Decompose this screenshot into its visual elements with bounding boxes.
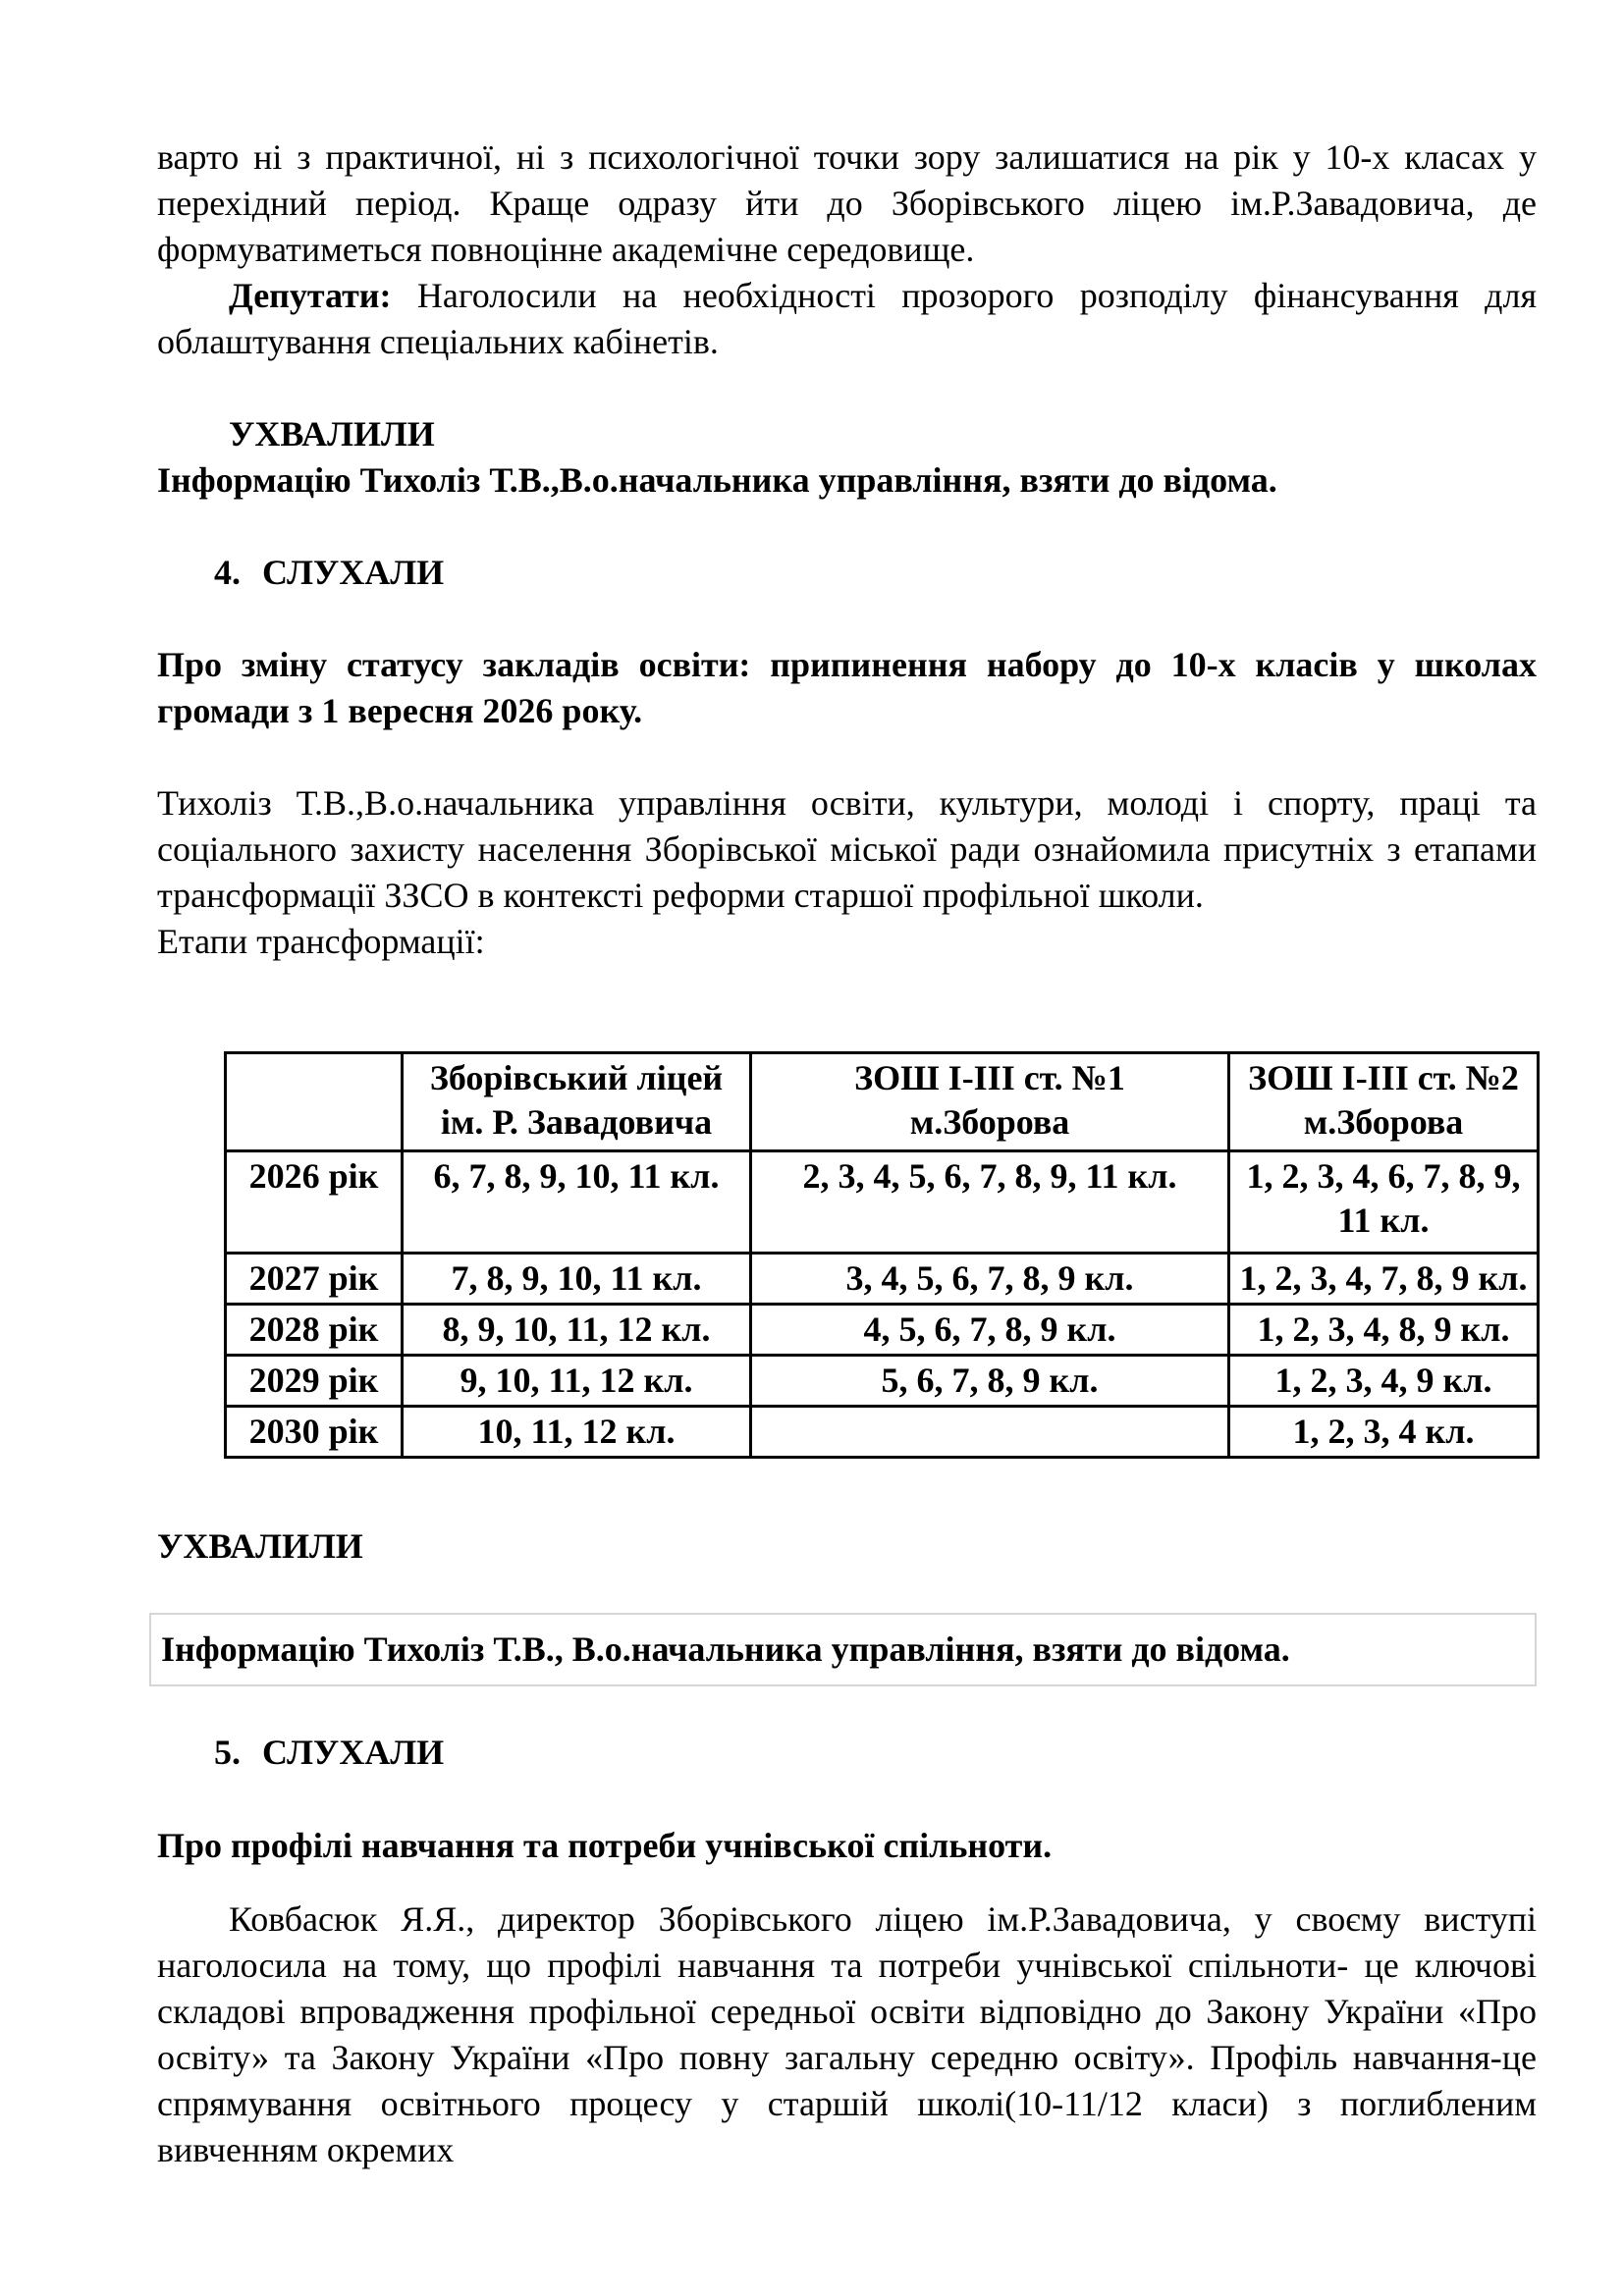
year-cell: 2027 рік: [226, 1254, 403, 1305]
header-cell-lyceum: [403, 1053, 751, 1151]
lyceum-cell: 7, 8, 9, 10, 11 кл.: [403, 1254, 751, 1305]
deputies-paragraph: [157, 273, 1537, 365]
header-school1-line2: м.Зборова: [909, 1102, 1070, 1142]
item-4-heading: [214, 550, 1537, 596]
lyceum-cell: 9, 10, 11, 12 кл.: [403, 1356, 751, 1407]
resolved-text-2: Інформацію Тихоліз Т.В., В.о.начальника управління, взяти до відома.: [161, 1629, 1290, 1669]
deputies-text: Наголосили на необхідності прозорого розподілу фінансування для облаштування спеціальних кабінетів.: [157, 276, 1537, 361]
item-5-number: 5.: [214, 1733, 241, 1772]
table-row-2029: [226, 1356, 1539, 1407]
school1-cell: 3, 4, 5, 6, 7, 8, 9 кл.: [751, 1254, 1229, 1305]
item-5-heading-label: СЛУХАЛИ: [262, 1733, 445, 1772]
school1-cell: 2, 3, 4, 5, 6, 7, 8, 9, 11 кл.: [751, 1151, 1229, 1254]
year-cell: 2030 рік: [226, 1407, 403, 1458]
table-row-2026: [226, 1151, 1539, 1254]
table-row-2028: [226, 1305, 1539, 1356]
item-5-subject: Про профілі навчання та потреби учнівської спільноти.: [157, 1826, 1053, 1865]
header-school2-line1: ЗОШ І-ІІІ ст. №2: [1248, 1058, 1519, 1097]
table-header-row: [226, 1053, 1539, 1151]
resolved-text-1: Інформацію Тихоліз Т.В.,В.о.начальника управління, взяти до відома.: [157, 460, 1277, 500]
resolved-heading-1: УХВАЛИЛИ: [229, 414, 435, 454]
header-cell-empty: [226, 1053, 403, 1151]
header-lyceum-line2: ім. Р. Завадовича: [440, 1102, 713, 1142]
year-cell: 2029 рік: [226, 1356, 403, 1407]
school2-cell: 1, 2, 3, 4, 6, 7, 8, 9, 11 кл.: [1229, 1151, 1539, 1254]
header-cell-school1: [751, 1053, 1229, 1151]
resolved-heading-2: УХВАЛИЛИ: [157, 1526, 363, 1566]
lyceum-cell: 8, 9, 10, 11, 12 кл.: [403, 1305, 751, 1356]
intro-paragraph: варто ні з практичної, ні з психологічної точки зору залишатися на рік у 10-х класах у перехідний період. Краще одразу йти до Зборівського ліцею ім.Р.Завадовича, де формуватиметься повноцінне академічне середовище.: [157, 137, 1537, 269]
stages-label: Етапи трансформації:: [157, 922, 485, 961]
item-4-body: Тихоліз Т.В.,В.о.начальника управління освіти, культури, молоді і спорту, праці та соціального захисту населення Зборівської міської ради ознайомила присутніх з етапами трансформації ЗЗСО в контексті реформи старшої профільної школи.: [157, 783, 1537, 915]
school2-cell: 1, 2, 3, 4 кл.: [1229, 1407, 1539, 1458]
header-school2-line2: м.Зборова: [1303, 1102, 1464, 1142]
header-school1-line1: ЗОШ І-ІІІ ст. №1: [854, 1058, 1125, 1097]
table-row-2030: [226, 1407, 1539, 1458]
resolved-text-2-box: [149, 1613, 1537, 1686]
item-4-subject: Про зміну статусу закладів освіти: припинення набору до 10-х класів у школах громади з 1 вересня 2026 року.: [157, 645, 1537, 730]
year-cell: 2026 рік: [226, 1151, 403, 1254]
school2-cell: 1, 2, 3, 4, 7, 8, 9 кл.: [1229, 1254, 1539, 1305]
school2-cell: 1, 2, 3, 4, 8, 9 кл.: [1229, 1305, 1539, 1356]
lyceum-cell: 10, 11, 12 кл.: [403, 1407, 751, 1458]
transformation-table: [224, 1051, 1540, 1459]
lyceum-cell: 6, 7, 8, 9, 10, 11 кл.: [403, 1151, 751, 1254]
deputies-label: Депутати:: [229, 276, 392, 315]
school2-cell: 1, 2, 3, 4, 9 кл.: [1229, 1356, 1539, 1407]
item-4-heading-label: СЛУХАЛИ: [262, 553, 445, 592]
school1-cell: 4, 5, 6, 7, 8, 9 кл.: [751, 1305, 1229, 1356]
item-5-heading: [214, 1730, 1537, 1776]
table-row-2027: [226, 1254, 1539, 1305]
header-lyceum-line1: Зборівський ліцей: [429, 1058, 724, 1097]
item-5-body: Ковбасюк Я.Я., директор Зборівського ліцею ім.Р.Завадовича, у своєму виступі наголосила на тому, що профілі навчання та потреби учнівської спільноти- це ключові складові впровадження профільної середньої освіти відповідно до Закону України «Про освіту» та Закону України «Про повну загальну середню освіту». Профіль навчання-це спрямування освітнього процесу у старшій школі(10-11/12 класи) з поглибленим вивченням окремих: [157, 1899, 1537, 2169]
header-cell-school2: [1229, 1053, 1539, 1151]
school1-cell: 5, 6, 7, 8, 9 кл.: [751, 1356, 1229, 1407]
item-4-number: 4.: [214, 553, 241, 592]
school1-cell: [751, 1407, 1229, 1458]
year-cell: 2028 рік: [226, 1305, 403, 1356]
